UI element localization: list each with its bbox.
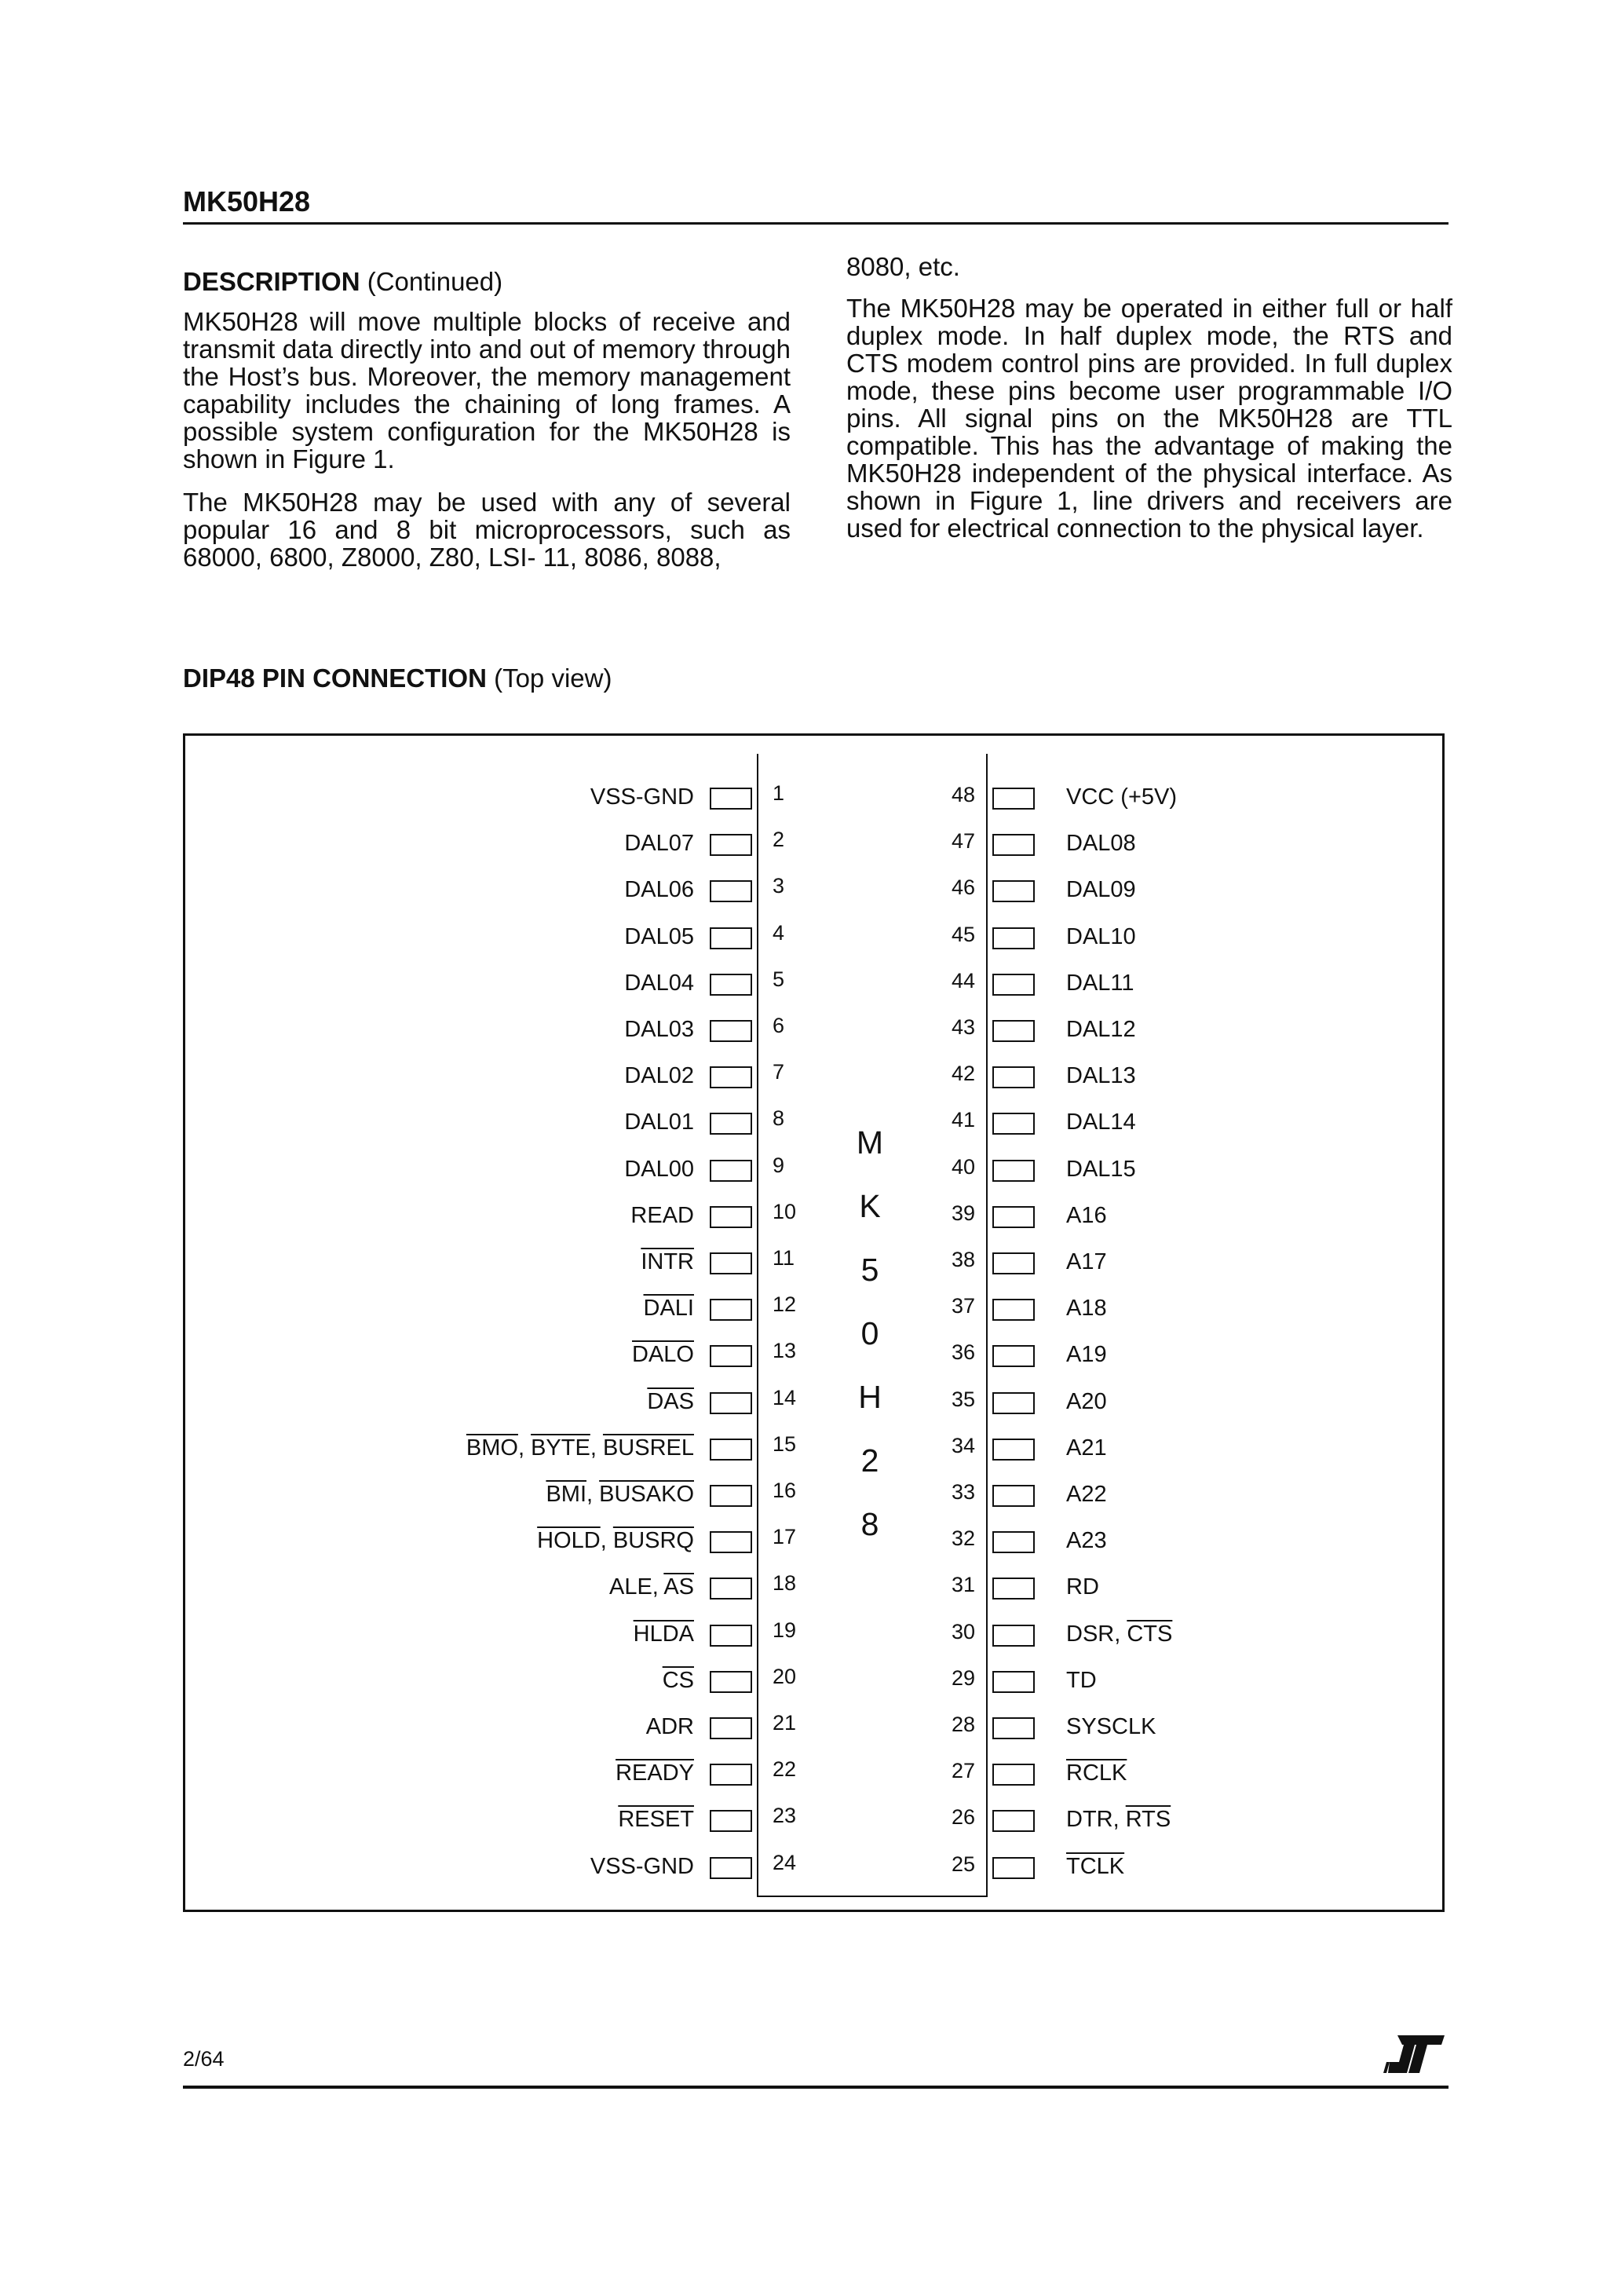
chip-label-letter: K [859,1188,881,1224]
pin-number: 38 [952,1248,976,1271]
pin-label-part: INTR [641,1249,694,1274]
description-heading-bold: DESCRIPTION [183,267,360,296]
pin-label-part: A16 [1066,1202,1107,1228]
pin-box [710,974,752,996]
pin-label [616,1760,694,1786]
pin-label-part: ALE, [608,1574,664,1600]
pin-number: 43 [952,1015,976,1039]
pin-label-part: A17 [1066,1249,1107,1274]
pin-number: 39 [952,1201,976,1225]
pin-label-part: A21 [1066,1435,1107,1461]
pin-number: 33 [952,1480,976,1504]
pin-label-part: ADR [645,1714,694,1739]
pin-label [1066,1482,1107,1508]
pin-box [992,1252,1035,1274]
pin-number: 16 [773,1479,797,1502]
pin-label-part: $\overline{RTS}$ [1125,1807,1171,1833]
figure-heading [183,664,612,693]
pin-number: 2 [773,828,785,852]
pin-label-part: RESET [618,1807,694,1833]
pin-label-part: DAL03 [624,1017,694,1042]
pin-label [1066,1714,1156,1740]
pin-label-part: DAL02 [624,1063,694,1089]
pin-label-part: DAL12 [1066,1017,1136,1042]
pin-number: 25 [952,1852,976,1876]
pin-label-part: BYTE [531,1435,590,1461]
pin-box [992,1299,1035,1321]
description-paragraph: The MK50H28 may be used with any of several popular 16 and 8 bit microprocessors, such as 68000, 6800, Z8000, Z80, LSI- 11, 8086, 8088, [183,488,791,572]
pin-label-part: A20 [1066,1388,1107,1414]
pin-label-part: DAL13 [1066,1063,1136,1089]
pin-box [992,1485,1035,1507]
pin-number: 41 [952,1108,976,1132]
pin-box [992,1857,1035,1879]
pin-number: 19 [773,1618,797,1642]
description-right-column [846,253,1452,558]
pin-label [634,1621,694,1647]
pin-number: 26 [952,1805,976,1830]
pin-label-part: RCLK [1066,1760,1127,1786]
pin-number: 36 [952,1340,976,1365]
pin-label-part: BUSAKO [599,1482,694,1507]
pin-label [609,1574,694,1600]
pin-number: 27 [952,1759,976,1783]
pin-box [710,1299,752,1321]
page-number: 2/64 [183,2047,225,2071]
pin-label [1066,1203,1107,1229]
description-paragraph: The MK50H28 may be operated in either full or half duplex mode. In half duplex mode, the RTS and CTS modem control pins are provided. In full duplex mode, these pins become user programmable I/O pins. All signal pins on the MK50H28 are TTL compatible. This has the advantage of making the MK50H28 independent of the physical interface. As shown in Figure 1, line drivers and receivers are used for electrical connection to the physical layer. [846,294,1452,543]
st-logo-icon [1383,2034,1446,2075]
pin-label [1066,1621,1172,1647]
pin-label-part: HOLD [537,1528,601,1554]
pin-number: 8 [773,1106,785,1131]
pin-label-part: DAL11 [1066,970,1134,996]
pin-label [1066,1389,1107,1415]
pin-label-part: A22 [1066,1482,1107,1507]
pin-number: 3 [773,874,785,898]
pin-label [1066,1063,1136,1089]
pin-number: 29 [952,1665,976,1690]
pin-box [992,1625,1035,1647]
st-logo [1383,2034,1446,2075]
pin-label [1066,924,1136,950]
pin-label [624,1110,694,1135]
pin-label [632,1342,694,1368]
pin-number: 9 [773,1153,785,1177]
pin-label-part: $\overline{DAS}$ [647,1388,694,1414]
pin-label-part: VCC (+5V) [1066,784,1178,810]
pin-box [710,1671,752,1693]
pin-number: 24 [773,1850,797,1874]
pin-number: 17 [773,1525,797,1549]
pin-label-part: DAL00 [624,1156,694,1182]
pin-number: 15 [773,1431,797,1456]
pin-box [992,788,1035,810]
pin-label [1066,1807,1171,1833]
pin-label [1066,1574,1099,1600]
pin-label-part: HLDA [633,1621,694,1647]
pin-number: 44 [952,968,976,993]
pin-label-part: A23 [1066,1528,1107,1554]
pin-label [1066,1249,1107,1275]
pin-number: 42 [952,1062,976,1086]
pin-box [710,1578,752,1600]
pin-box [710,1392,752,1414]
pin-number: 40 [952,1154,976,1179]
pin-box [992,834,1035,856]
pin-label [630,1203,694,1229]
pin-label-part: DAL01 [624,1110,694,1135]
pin-label-part: , [517,1435,532,1461]
pin-box [992,927,1035,949]
pin-number: 6 [773,1014,785,1037]
pin-label-part: DAL04 [624,970,694,996]
pin-label [1066,877,1136,903]
footer-rule [183,2086,1448,2089]
pin-label [663,1668,694,1694]
pin-label-part: DALO [632,1342,694,1368]
pin-label [1066,1157,1136,1183]
pin-label [618,1807,694,1833]
pin-number: 47 [952,829,976,854]
pin-label [624,831,694,857]
chip-label-letter: 5 [860,1252,879,1288]
description-paragraph: 8080, etc. [846,252,960,281]
pin-label [641,1249,694,1275]
pin-box [992,1671,1035,1693]
page-header-title: MK50H28 [183,185,311,218]
pin-box [710,1066,752,1088]
pin-label-part: DALI [643,1296,694,1322]
pin-box [710,1857,752,1879]
pin-label-part: DAL08 [1066,831,1136,857]
pin-label-part: READY [616,1760,694,1786]
description-paragraph: MK50H28 will move multiple blocks of receive and transmit data directly into and out of memory through the Host’s bus. Moreover, the memory management capability includes the chaining of long frames. A possible system configuration for the MK50H28 is shown in Figure 1. [183,307,791,473]
pin-label [1066,1435,1107,1461]
pin-number: 37 [952,1294,976,1318]
description-left-column [183,267,791,587]
pin-label [624,877,694,903]
pin-box [710,788,752,810]
pin-label-part: DAL10 [1066,923,1136,949]
pin-label-part: RD [1066,1574,1099,1600]
pin-label [1066,784,1177,810]
pin-box [992,880,1035,902]
pin-label [1066,1110,1136,1135]
pin-label [1066,1296,1107,1322]
pin-box [992,1439,1035,1461]
pin-box [710,1113,752,1135]
pin-box [710,1252,752,1274]
chip-label-letter: 2 [860,1442,879,1479]
pin-label [624,924,694,950]
pin-box [710,1160,752,1182]
pin-label [1066,1760,1127,1786]
pin-box [992,1113,1035,1135]
pin-box [992,1392,1035,1414]
pin-number: 1 [773,781,785,805]
pin-label-part: TD [1066,1667,1097,1693]
pin-label-part: VSS-GND [590,784,694,810]
pin-box [992,1345,1035,1367]
pin-label [644,1296,694,1322]
chip-label-letter: H [858,1379,882,1415]
pin-number: 20 [773,1664,797,1688]
figure-heading-suffix: (Top view) [494,664,612,693]
pin-number: 13 [773,1339,797,1363]
pin-label-part: DAL07 [624,831,694,857]
pin-number: 12 [773,1292,797,1317]
pin-label-part: DAL14 [1066,1110,1136,1135]
pin-box [710,1625,752,1647]
pin-label-part: READ [630,1202,694,1228]
pin-box [992,1717,1035,1739]
pin-number: 32 [952,1526,976,1551]
pin-label [1066,1017,1136,1043]
pin-label [624,1157,694,1183]
pin-number: 14 [773,1385,797,1409]
pin-box [710,1020,752,1042]
pin-label-part: TCLK [1066,1853,1125,1879]
pin-label [624,971,694,996]
chip-label-letter: 0 [860,1315,879,1351]
pin-label-part: VSS-GND [590,1853,694,1879]
pin-label-part: DAL09 [1066,877,1136,903]
pin-number: 5 [773,967,785,991]
pin-label-part: SYSCLK [1066,1714,1156,1739]
pin-number: 10 [773,1199,797,1223]
pin-box [710,927,752,949]
pin-label [1066,1528,1107,1554]
pin-box [992,1206,1035,1228]
pin-number: 18 [773,1571,797,1596]
figure-heading-bold: DIP48 PIN CONNECTION [183,664,487,693]
pin-number: 34 [952,1433,976,1457]
pin-label [1066,1342,1107,1368]
pin-box [992,1531,1035,1553]
pin-label-part: , [586,1482,600,1507]
pin-label-part: , [590,1435,603,1461]
pin-label-part: DTR, [1066,1807,1126,1833]
pin-number: 23 [773,1804,797,1828]
pin-label-part: DSR, [1066,1621,1127,1647]
pin-label [537,1528,694,1554]
pin-label-part: $\overline{AS}$ [663,1574,694,1600]
pin-label [590,784,694,810]
pin-label-part: $\overline{CTS}$ [1127,1621,1173,1647]
pin-number: 7 [773,1060,785,1084]
pin-box [710,1485,752,1507]
pin-box [992,1066,1035,1088]
pin-box [710,834,752,856]
pin-box [710,1531,752,1553]
pin-label [1066,1668,1097,1694]
pin-box [710,880,752,902]
pin-number: 28 [952,1713,976,1736]
pin-label-part: DAL05 [624,923,694,949]
pin-box [992,974,1035,996]
pin-box [710,1345,752,1367]
pin-number: 45 [952,922,976,946]
pin-label [1066,831,1136,857]
pin-label-part: A19 [1066,1342,1107,1368]
pin-label-part: BUSREL [602,1435,694,1461]
chip-bottom-edge [757,1896,988,1897]
pin-number: 48 [952,783,976,806]
pin-number: 11 [773,1246,795,1270]
chip-label-letter: 8 [860,1506,879,1542]
pin-label-part: A18 [1066,1296,1107,1322]
pin-number: 22 [773,1757,797,1782]
pin-label [624,1017,694,1043]
pin-label [647,1389,694,1415]
pin-number: 35 [952,1387,976,1411]
pin-box [710,1717,752,1739]
pin-label [590,1854,694,1880]
pin-number: 4 [773,920,785,945]
pin-label-part: BUSRQ [612,1528,694,1554]
pin-box [992,1020,1035,1042]
pin-label-part: $\overline{BMO}$ [466,1435,518,1461]
pin-box [710,1810,752,1832]
pin-label-part: $\overline{BMI}$ [546,1482,586,1507]
description-heading [183,267,791,297]
pin-number: 46 [952,876,976,900]
pin-label [646,1714,694,1740]
pin-label [624,1063,694,1089]
pin-label [1066,1854,1124,1880]
pin-box [710,1439,752,1461]
description-heading-suffix: (Continued) [367,267,503,296]
pin-label-part: DAL15 [1066,1156,1136,1182]
header-rule [183,222,1448,225]
chip-label-letter: M [856,1124,884,1161]
pin-label [546,1482,694,1508]
pin-label-part: DAL06 [624,877,694,903]
pin-number: 31 [952,1573,976,1597]
pin-box [710,1764,752,1786]
pin-label [466,1435,694,1461]
pin-box [992,1810,1035,1832]
pin-label-part: , [600,1528,613,1554]
pin-label-part: $\overline{CS}$ [662,1667,694,1693]
pin-label [1066,971,1134,996]
pin-box [992,1578,1035,1600]
pin-box [992,1160,1035,1182]
pin-number: 21 [773,1711,797,1735]
pin-box [710,1206,752,1228]
pin-box [992,1764,1035,1786]
pin-number: 30 [952,1619,976,1643]
